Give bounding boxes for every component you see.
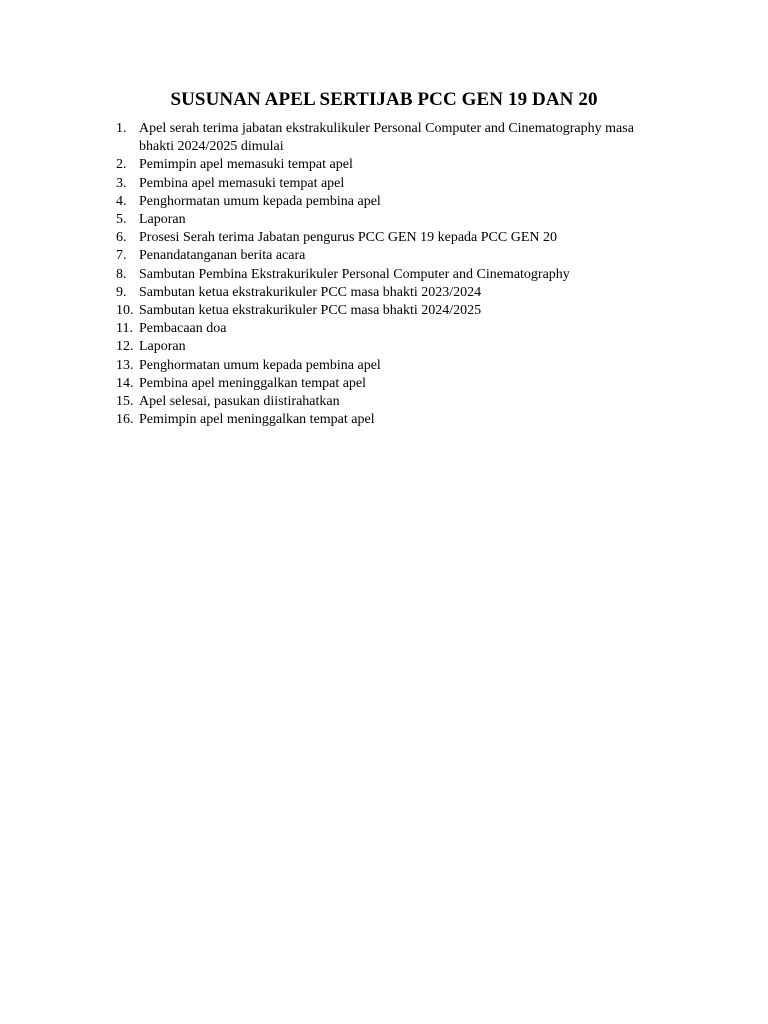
document-title: SUSUNAN APEL SERTIJAB PCC GEN 19 DAN 20 [170,89,598,110]
list-item-number: 16. [116,412,134,428]
list-item [0,302,659,320]
list-item-text: Pemimpin apel memasuki tempat apel [139,157,353,173]
list-item-text: Sambutan ketua ekstrakurikuler PCC masa bhakti 2024/2025 [139,303,482,319]
list-item-number: 10. [116,303,134,319]
list-item-text: Penghormatan umum kepada pembina apel [139,193,381,209]
list-item [0,284,659,302]
list-item-number: 3. [116,175,127,191]
list-item-number: 1. [116,121,127,136]
list-item-text: Penandatanganan berita acara [139,248,306,264]
list-item [0,393,659,411]
list-item [0,175,659,193]
list-item-text: Prosesi Serah terima Jabatan pengurus PCC GEN 19 kepada PCC GEN 20 [139,230,557,246]
list-item [0,338,659,356]
list-item-text: Pemimpin apel meninggalkan tempat apel [139,412,375,428]
list-item-text: Pembina apel meninggalkan tempat apel [139,375,367,391]
list-item-number: 9. [116,284,127,300]
list-item [0,247,659,265]
list-item-number: 11. [116,321,133,337]
list-item-number: 13. [116,357,134,373]
list-item-number: 2. [116,157,127,173]
list-item-text: Apel selesai, pasukan diistirahatkan [139,394,340,410]
list-item-number: 8. [116,266,127,282]
list-item-number: 15. [116,394,134,410]
list-item [0,357,659,375]
list-item-text: Sambutan ketua ekstrakurikuler PCC masa bhakti 2023/2024 [139,284,482,300]
list-item-number: 4. [116,193,127,209]
list-item-text: Penghormatan umum kepada pembina apel [139,357,381,373]
list-item [0,193,659,211]
list-item-number: 14. [116,375,134,391]
list-item [0,120,659,156]
list-item [0,375,659,393]
agenda-list [0,120,768,429]
list-item-number: 5. [116,212,127,228]
list-item [0,320,659,338]
list-item-number: 6. [116,230,127,246]
list-item [0,156,659,174]
list-item-text: Sambutan Pembina Ekstrakurikuler Personal Computer and Cinematography [139,266,570,282]
list-item [0,411,659,429]
list-item-text: Apel serah terima jabatan ekstrakulikuler Personal Computer and Cinematography masa bhakti 2024/2025 dimulai [139,121,634,155]
list-item-text: Pembina apel memasuki tempat apel [139,175,345,191]
list-item-number: 7. [116,248,127,264]
list-item [0,266,659,284]
list-item [0,229,659,247]
list-item-text: Laporan [139,339,186,355]
list-item-number: 12. [116,339,134,355]
list-item-text: Laporan [139,212,186,228]
list-item [0,211,659,229]
list-item-text: Pembacaan doa [139,321,227,337]
